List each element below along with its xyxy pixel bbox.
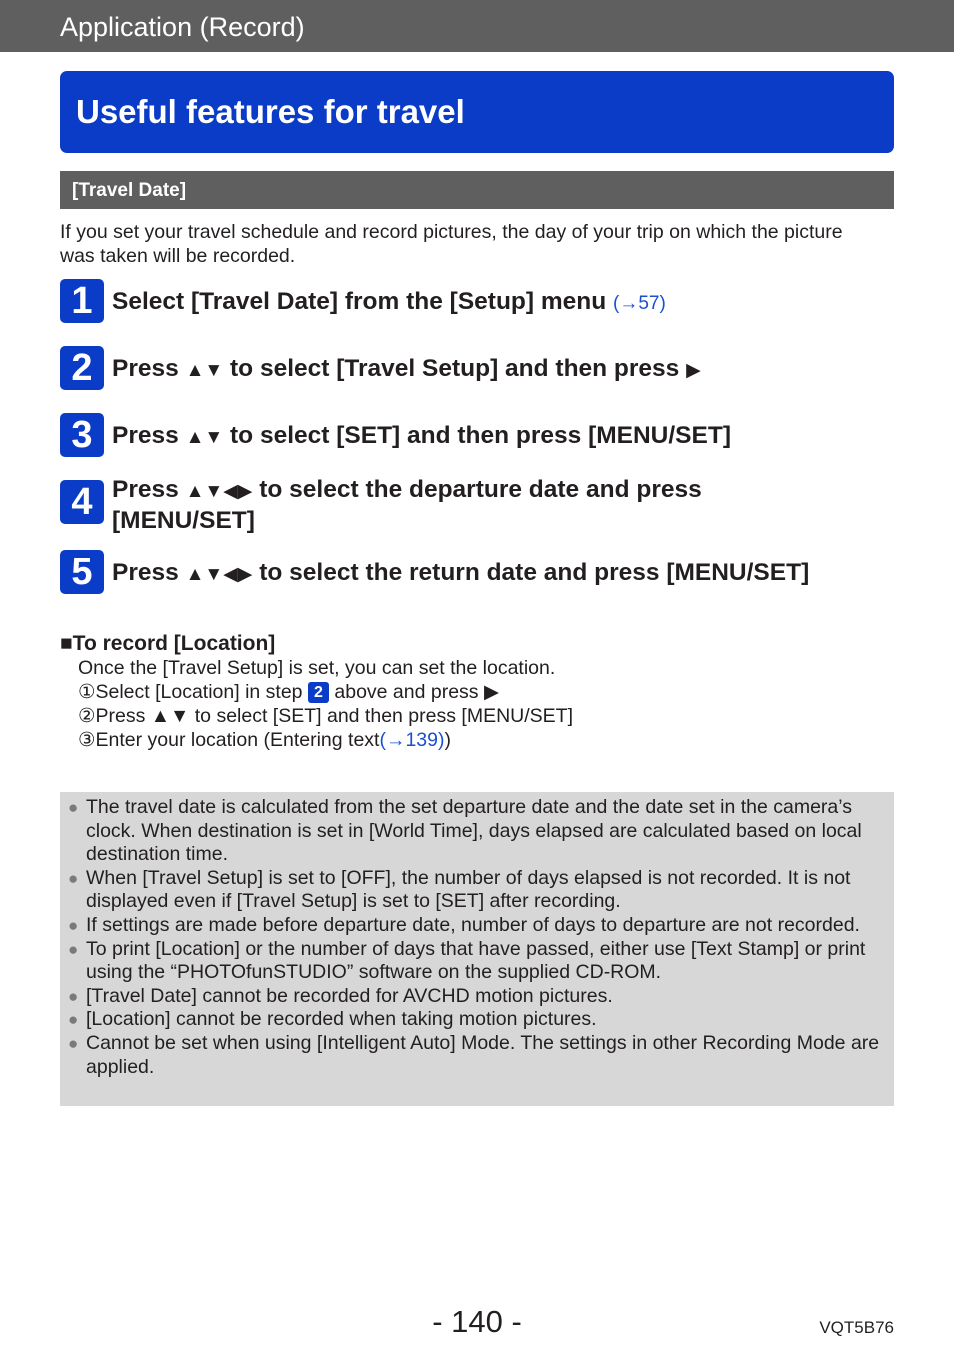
bullet-icon: ● [68,986,79,1006]
arrow-buttons-icon: ▲▼◀▶ [185,564,253,585]
page-title: Useful features for travel [76,93,465,130]
arrow-buttons-icon: ▲▼◀▶ [185,481,253,502]
step-text: to select the departure date and press [MENU/SET] [112,476,702,534]
intro-paragraph: If you set your travel schedule and record pictures, the day of your trip on which the picture was taken will be recorded. [60,221,843,267]
bullet-icon: ● [68,868,79,888]
location-heading: ■To record [Location] [60,632,276,655]
location-line: Once the [Travel Setup] is set, you can set the location. [78,657,556,679]
page-reference-link[interactable]: (→139) [379,729,445,751]
step-lead: Press [112,559,179,586]
step-number-badge: 1 [60,279,104,323]
location-line: ①Select [Location] in step 2 above and press ▶ [78,681,499,703]
location-line: ②Press ▲▼ to select [SET] and then press [MENU/SET] [78,705,573,727]
note-item: ● If settings are made before departure date, number of days to departure are not recorded. [68,913,860,936]
step-lead: Press [112,422,179,449]
step-text: to select [Travel Setup] and then press [230,355,680,382]
step-lead: Press [112,476,179,503]
note-item: ● The travel date is calculated from the set departure date and the date set in the camera’s clock. When destination is set in [World Time], days elapsed are calculated based on local destination time. [68,796,862,866]
step-number-badge: 5 [60,550,104,594]
step-number-badge: 4 [60,480,104,524]
record-location-section [60,632,880,752]
bullet-icon: ● [68,915,79,935]
page-reference-link[interactable]: (→57) [613,293,666,314]
note-item: ● To print [Location] or the number of days that have passed, either use [Text Stamp] or print using the “PHOTOfunSTUDIO” software on the supplied CD-ROM. [68,937,866,984]
step-lead: Press [112,355,179,382]
page-title-banner [60,71,894,153]
bullet-icon: ● [68,798,79,817]
step-text: to select the return date and press [MENU/SET] [259,559,810,586]
arrow-buttons-icon: ▲▼ [185,427,224,448]
chapter-title: Application (Record) [60,12,305,42]
step-number-badge: 3 [60,413,104,457]
note-item: ● [Location] cannot be recorded when taking motion pictures. [68,1008,597,1031]
subsection-bar [60,171,894,209]
right-arrow-icon: ▶ [686,360,701,381]
notes-box [60,792,894,1106]
chapter-header-bar [0,0,954,52]
step-text: to select [SET] and then press [MENU/SET] [230,422,731,449]
step-text: Select [Travel Date] from the [Setup] menu [112,288,607,315]
step-number-badge: 2 [60,346,104,390]
note-item: ● [Travel Date] cannot be recorded for AVCHD motion pictures. [68,984,613,1007]
page-number: - 140 - [432,1304,522,1339]
bullet-icon: ● [68,1010,79,1030]
document-code: VQT5B76 [819,1318,894,1337]
arrow-buttons-icon: ▲▼ [185,360,224,381]
location-line: ③Enter your location (Entering text(→139)) [78,729,451,751]
note-item: ● Cannot be set when using [Intelligent Auto] Mode. The settings in other Recording Mode are applied. [68,1031,880,1078]
bullet-icon: ● [68,939,79,959]
subsection-title: [Travel Date] [72,180,187,201]
bullet-icon: ● [68,1033,79,1053]
note-item: ● When [Travel Setup] is set to [OFF], the number of days elapsed is not recorded. It is not displayed even if [Travel Setup] is set to [SET] after recording. [68,866,851,913]
step-number-badge: 2 [308,682,329,703]
